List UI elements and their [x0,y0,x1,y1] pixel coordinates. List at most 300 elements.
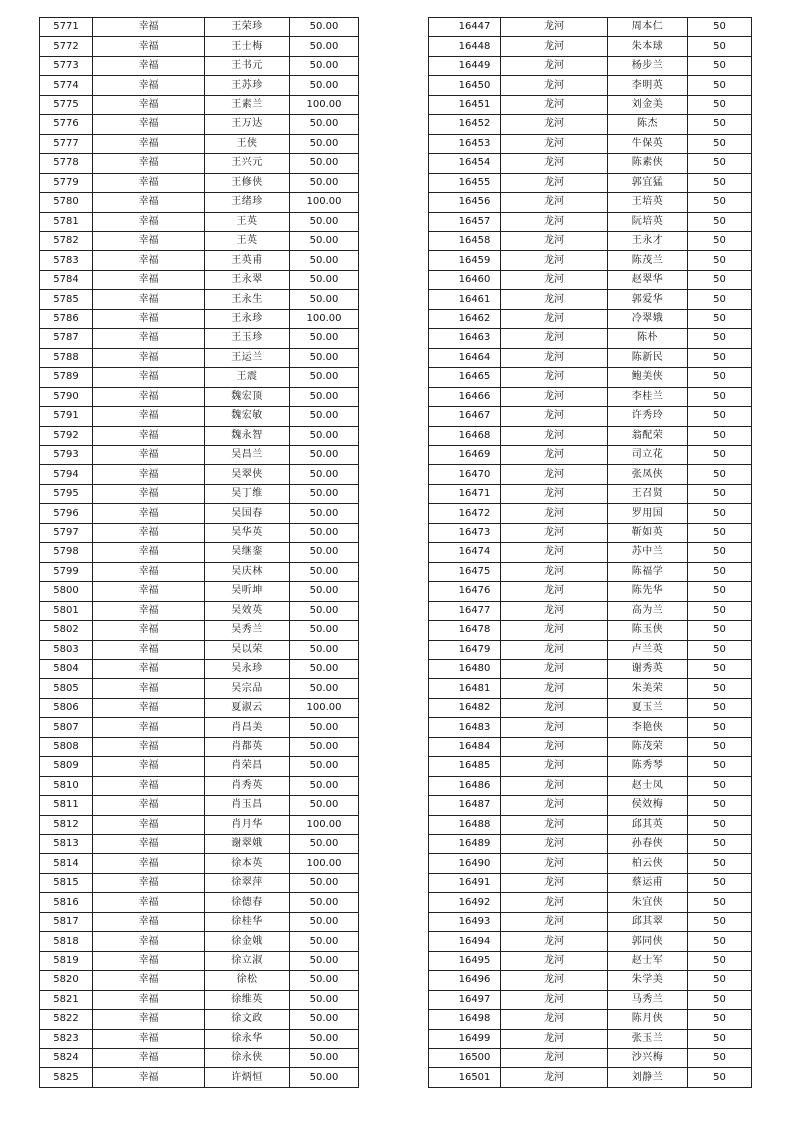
row-id-cell: 5816 [40,893,93,912]
row-id-cell: 16451 [429,95,501,114]
row-id-cell: 5777 [40,134,93,153]
row-name-cell: 王修侠 [205,173,290,192]
row-name-cell: 卢兰英 [608,640,688,659]
row-id-cell: 16475 [429,562,501,581]
row-amount-cell: 50 [688,37,752,56]
row-amount-cell: 50.00 [290,893,359,912]
row-id-cell: 16494 [429,932,501,951]
row-town-cell: 龙河 [501,640,608,659]
row-town-cell: 幸福 [93,348,205,367]
row-amount-cell: 50 [688,1029,752,1048]
row-town-cell: 幸福 [93,1049,205,1068]
row-id-cell: 16487 [429,796,501,815]
row-name-cell: 吴永珍 [205,659,290,678]
row-name-cell: 吴秀兰 [205,621,290,640]
row-town-cell: 龙河 [501,407,608,426]
row-id-cell: 16463 [429,329,501,348]
row-amount-cell: 50 [688,835,752,854]
row-name-cell: 王兴元 [205,154,290,173]
row-town-cell: 幸福 [93,407,205,426]
row-amount-cell: 50.00 [290,601,359,620]
row-name-cell: 吴庆林 [205,562,290,581]
row-name-cell: 鲍美侠 [608,368,688,387]
table-row [429,18,752,37]
table-row [429,251,752,270]
row-amount-cell: 50 [688,543,752,562]
table-row [429,504,752,523]
row-name-cell: 王苏珍 [205,76,290,95]
table-row [40,698,359,717]
table-row [40,368,359,387]
row-amount-cell: 50 [688,796,752,815]
row-town-cell: 龙河 [501,873,608,892]
row-amount-cell: 100.00 [290,309,359,328]
row-amount-cell: 50.00 [290,115,359,134]
row-name-cell: 肖昌美 [205,718,290,737]
row-id-cell: 16447 [429,18,501,37]
row-amount-cell: 50.00 [290,640,359,659]
table-row [40,407,359,426]
row-town-cell: 龙河 [501,523,608,542]
row-name-cell: 许炳恒 [205,1068,290,1087]
row-name-cell: 周本仁 [608,18,688,37]
row-amount-cell: 50 [688,1049,752,1068]
row-id-cell: 5807 [40,718,93,737]
table-row [429,796,752,815]
row-town-cell: 幸福 [93,387,205,406]
row-amount-cell: 50.00 [290,796,359,815]
table-row [40,387,359,406]
row-name-cell: 夏淑云 [205,698,290,717]
table-row [429,95,752,114]
row-amount-cell: 50 [688,1068,752,1087]
row-town-cell: 龙河 [501,56,608,75]
row-id-cell: 16453 [429,134,501,153]
row-name-cell: 陈茂荣 [608,737,688,756]
row-amount-cell: 50 [688,679,752,698]
table-row [429,776,752,795]
row-amount-cell: 100.00 [290,698,359,717]
row-amount-cell: 50.00 [290,990,359,1009]
row-amount-cell: 50 [688,698,752,717]
row-amount-cell: 50.00 [290,270,359,289]
table-row [40,115,359,134]
row-amount-cell: 50.00 [290,56,359,75]
row-id-cell: 5786 [40,309,93,328]
row-town-cell: 龙河 [501,1068,608,1087]
row-name-cell: 王侠 [205,134,290,153]
table-row [429,1049,752,1068]
table-row [40,504,359,523]
row-name-cell: 柏云侠 [608,854,688,873]
row-name-cell: 徐松 [205,971,290,990]
row-amount-cell: 50 [688,76,752,95]
table-row [40,815,359,834]
table-row [40,173,359,192]
table-row [40,193,359,212]
row-amount-cell: 50 [688,757,752,776]
table-row [429,1010,752,1029]
row-amount-cell: 100.00 [290,854,359,873]
row-id-cell: 16468 [429,426,501,445]
row-amount-cell: 50.00 [290,1029,359,1048]
table-row [40,543,359,562]
row-name-cell: 王永才 [608,231,688,250]
row-amount-cell: 100.00 [290,95,359,114]
row-amount-cell: 50 [688,893,752,912]
row-name-cell: 朱美荣 [608,679,688,698]
row-name-cell: 徐永华 [205,1029,290,1048]
row-name-cell: 吴效英 [205,601,290,620]
row-name-cell: 陈玉侠 [608,621,688,640]
row-town-cell: 幸福 [93,37,205,56]
table-row [40,329,359,348]
table-row [429,154,752,173]
row-amount-cell: 50 [688,465,752,484]
table-row [429,37,752,56]
row-amount-cell: 50.00 [290,971,359,990]
table-row [429,348,752,367]
row-town-cell: 幸福 [93,1010,205,1029]
row-town-cell: 幸福 [93,465,205,484]
row-town-cell: 幸福 [93,776,205,795]
row-id-cell: 5814 [40,854,93,873]
row-id-cell: 16485 [429,757,501,776]
row-town-cell: 幸福 [93,737,205,756]
row-id-cell: 16457 [429,212,501,231]
row-name-cell: 赵翠华 [608,270,688,289]
row-id-cell: 5808 [40,737,93,756]
row-id-cell: 5778 [40,154,93,173]
row-town-cell: 幸福 [93,231,205,250]
row-town-cell: 幸福 [93,679,205,698]
row-id-cell: 16467 [429,407,501,426]
row-amount-cell: 50 [688,854,752,873]
row-id-cell: 16490 [429,854,501,873]
row-id-cell: 5802 [40,621,93,640]
row-town-cell: 幸福 [93,95,205,114]
row-town-cell: 幸福 [93,893,205,912]
row-amount-cell: 50.00 [290,912,359,931]
table-row [40,659,359,678]
table-row [40,290,359,309]
left-table-body [40,18,359,1088]
table-row [429,932,752,951]
table-row [40,601,359,620]
row-name-cell: 王英 [205,212,290,231]
row-id-cell: 16488 [429,815,501,834]
row-town-cell: 龙河 [501,193,608,212]
row-amount-cell: 50.00 [290,348,359,367]
row-id-cell: 5791 [40,407,93,426]
right-table [428,17,752,1088]
row-amount-cell: 50.00 [290,951,359,970]
row-amount-cell: 50.00 [290,523,359,542]
row-id-cell: 5772 [40,37,93,56]
row-name-cell: 王运兰 [205,348,290,367]
row-amount-cell: 50 [688,873,752,892]
right-table-body [429,18,752,1088]
table-row [429,835,752,854]
row-amount-cell: 50.00 [290,37,359,56]
row-amount-cell: 50 [688,173,752,192]
row-name-cell: 靳如英 [608,523,688,542]
row-name-cell: 吴丁维 [205,484,290,503]
table-row [429,951,752,970]
row-name-cell: 朱学美 [608,971,688,990]
row-amount-cell: 50.00 [290,757,359,776]
row-id-cell: 5809 [40,757,93,776]
row-id-cell: 5796 [40,504,93,523]
row-id-cell: 16460 [429,270,501,289]
row-id-cell: 16483 [429,718,501,737]
row-name-cell: 王英 [205,231,290,250]
row-town-cell: 幸福 [93,543,205,562]
table-row [429,1068,752,1087]
table-row [40,679,359,698]
row-amount-cell: 50 [688,990,752,1009]
row-amount-cell: 50.00 [290,407,359,426]
row-name-cell: 朱本球 [608,37,688,56]
row-id-cell: 16476 [429,582,501,601]
row-name-cell: 吴昌兰 [205,445,290,464]
table-row [40,426,359,445]
row-id-cell: 16499 [429,1029,501,1048]
row-amount-cell: 50 [688,251,752,270]
table-row [429,698,752,717]
row-id-cell: 16449 [429,56,501,75]
row-name-cell: 杨步兰 [608,56,688,75]
row-amount-cell: 50 [688,154,752,173]
row-name-cell: 王震 [205,368,290,387]
table-row [40,309,359,328]
table-row [40,854,359,873]
row-id-cell: 5825 [40,1068,93,1087]
row-amount-cell: 50.00 [290,154,359,173]
row-town-cell: 龙河 [501,679,608,698]
row-town-cell: 龙河 [501,37,608,56]
row-town-cell: 龙河 [501,484,608,503]
row-name-cell: 王永翠 [205,270,290,289]
table-row [429,134,752,153]
table-row [429,193,752,212]
table-row [429,873,752,892]
row-id-cell: 5794 [40,465,93,484]
row-id-cell: 16500 [429,1049,501,1068]
row-amount-cell: 50 [688,815,752,834]
row-id-cell: 5812 [40,815,93,834]
row-id-cell: 16456 [429,193,501,212]
row-id-cell: 5774 [40,76,93,95]
row-amount-cell: 50.00 [290,932,359,951]
table-row [429,56,752,75]
row-amount-cell: 50.00 [290,679,359,698]
row-id-cell: 5803 [40,640,93,659]
row-name-cell: 魏宏顶 [205,387,290,406]
row-town-cell: 龙河 [501,562,608,581]
row-name-cell: 肖都英 [205,737,290,756]
table-row [429,737,752,756]
row-name-cell: 徐翠萍 [205,873,290,892]
row-amount-cell: 50.00 [290,231,359,250]
row-name-cell: 吴以荣 [205,640,290,659]
row-name-cell: 陈月侠 [608,1010,688,1029]
table-row [40,95,359,114]
table-row [429,465,752,484]
row-id-cell: 16469 [429,445,501,464]
table-row [429,543,752,562]
row-town-cell: 龙河 [501,270,608,289]
row-town-cell: 幸福 [93,212,205,231]
table-row [429,621,752,640]
table-row [429,329,752,348]
table-row [40,737,359,756]
row-id-cell: 16471 [429,484,501,503]
table-row [40,18,359,37]
row-id-cell: 5815 [40,873,93,892]
row-amount-cell: 50.00 [290,737,359,756]
table-row [429,173,752,192]
row-town-cell: 幸福 [93,659,205,678]
table-row [40,718,359,737]
table-row [40,796,359,815]
table-row [429,445,752,464]
row-amount-cell: 50.00 [290,251,359,270]
row-name-cell: 魏宏敏 [205,407,290,426]
table-row [429,815,752,834]
row-id-cell: 5800 [40,582,93,601]
row-town-cell: 幸福 [93,990,205,1009]
row-town-cell: 幸福 [93,484,205,503]
row-id-cell: 5799 [40,562,93,581]
table-row [429,990,752,1009]
row-town-cell: 幸福 [93,698,205,717]
row-town-cell: 幸福 [93,835,205,854]
table-row [429,718,752,737]
row-name-cell: 吴翠侠 [205,465,290,484]
row-name-cell: 陈朴 [608,329,688,348]
row-town-cell: 龙河 [501,134,608,153]
table-row [429,368,752,387]
row-name-cell: 吴听坤 [205,582,290,601]
row-town-cell: 龙河 [501,776,608,795]
row-id-cell: 16489 [429,835,501,854]
row-name-cell: 徐立淑 [205,951,290,970]
row-id-cell: 5798 [40,543,93,562]
row-town-cell: 幸福 [93,854,205,873]
table-row [40,893,359,912]
row-id-cell: 5810 [40,776,93,795]
row-amount-cell: 50 [688,407,752,426]
row-amount-cell: 50.00 [290,659,359,678]
table-row [429,231,752,250]
row-town-cell: 龙河 [501,737,608,756]
row-id-cell: 16450 [429,76,501,95]
row-amount-cell: 50 [688,932,752,951]
row-town-cell: 龙河 [501,251,608,270]
row-name-cell: 王书元 [205,56,290,75]
row-town-cell: 幸福 [93,193,205,212]
row-name-cell: 赵士军 [608,951,688,970]
table-row [429,115,752,134]
row-id-cell: 16495 [429,951,501,970]
table-row [429,407,752,426]
row-id-cell: 16470 [429,465,501,484]
row-name-cell: 肖玉昌 [205,796,290,815]
row-id-cell: 16501 [429,1068,501,1087]
row-id-cell: 16496 [429,971,501,990]
row-amount-cell: 50 [688,1010,752,1029]
table-row [429,290,752,309]
row-name-cell: 翁配荣 [608,426,688,445]
row-amount-cell: 50.00 [290,290,359,309]
row-amount-cell: 50.00 [290,718,359,737]
table-row [429,1029,752,1048]
row-name-cell: 肖荣昌 [205,757,290,776]
row-id-cell: 5819 [40,951,93,970]
row-town-cell: 龙河 [501,18,608,37]
row-amount-cell: 50 [688,270,752,289]
row-id-cell: 5823 [40,1029,93,1048]
table-row [40,251,359,270]
table-row [40,835,359,854]
row-amount-cell: 50.00 [290,621,359,640]
row-name-cell: 刘静兰 [608,1068,688,1087]
row-amount-cell: 50 [688,659,752,678]
row-town-cell: 龙河 [501,932,608,951]
row-amount-cell: 50.00 [290,504,359,523]
row-id-cell: 16498 [429,1010,501,1029]
table-row [429,971,752,990]
row-amount-cell: 50 [688,56,752,75]
row-id-cell: 16452 [429,115,501,134]
row-amount-cell: 50.00 [290,1010,359,1029]
row-name-cell: 蔡运甫 [608,873,688,892]
row-amount-cell: 50 [688,523,752,542]
table-row [40,1029,359,1048]
row-id-cell: 5801 [40,601,93,620]
row-town-cell: 幸福 [93,932,205,951]
table-row [40,562,359,581]
row-id-cell: 5771 [40,18,93,37]
row-town-cell: 幸福 [93,621,205,640]
row-name-cell: 吴继銮 [205,543,290,562]
row-amount-cell: 50 [688,348,752,367]
row-town-cell: 龙河 [501,76,608,95]
row-town-cell: 幸福 [93,445,205,464]
row-amount-cell: 50 [688,426,752,445]
row-town-cell: 幸福 [93,290,205,309]
row-name-cell: 肖秀英 [205,776,290,795]
row-town-cell: 幸福 [93,56,205,75]
table-row [40,134,359,153]
table-row [40,640,359,659]
row-amount-cell: 50.00 [290,484,359,503]
row-id-cell: 16479 [429,640,501,659]
row-town-cell: 龙河 [501,796,608,815]
row-name-cell: 许秀玲 [608,407,688,426]
table-row [40,912,359,931]
row-town-cell: 幸福 [93,582,205,601]
row-id-cell: 5797 [40,523,93,542]
row-town-cell: 龙河 [501,698,608,717]
row-id-cell: 5780 [40,193,93,212]
row-amount-cell: 50.00 [290,426,359,445]
row-id-cell: 5805 [40,679,93,698]
row-id-cell: 5787 [40,329,93,348]
row-id-cell: 16478 [429,621,501,640]
row-name-cell: 王绪珍 [205,193,290,212]
